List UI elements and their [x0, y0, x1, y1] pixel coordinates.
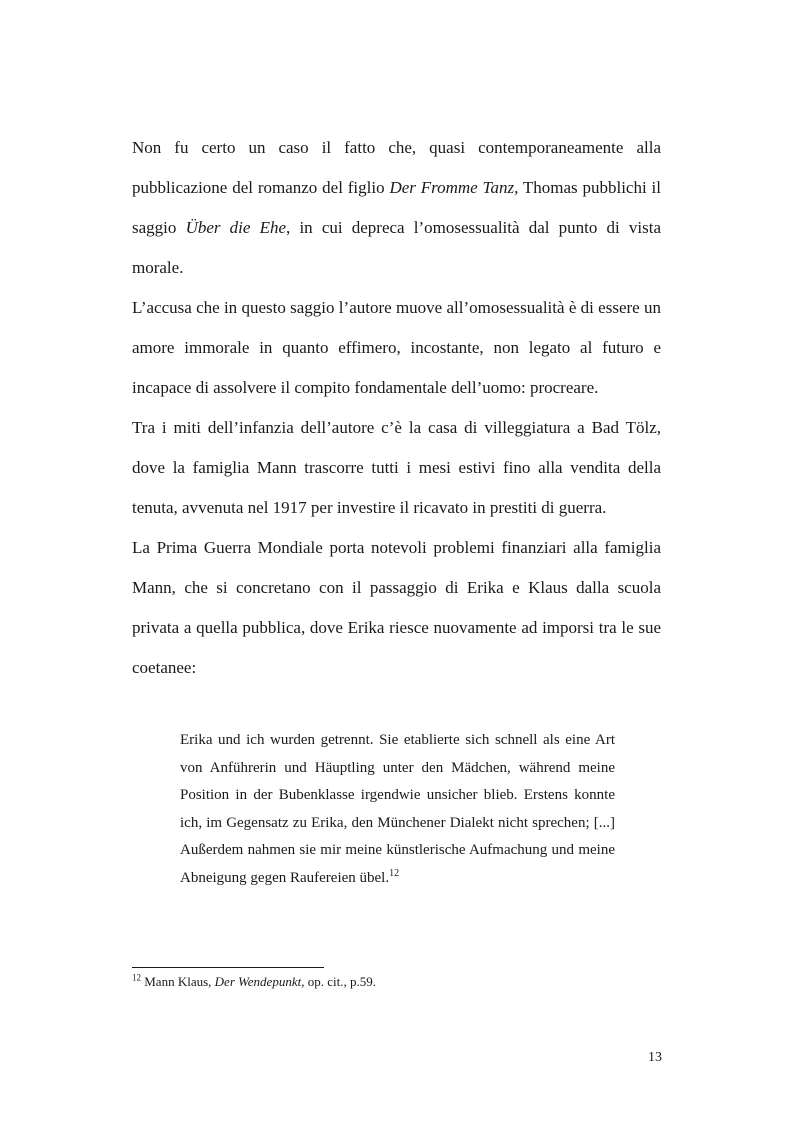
block-quote-text: Erika und ich wurden getrennt. Sie etablierte sich schnell als eine Art von Anführerin und Häuptling unter den Mädchen, während meine Position in der Bubenklasse irgendwie unsicher blieb. Erstens konnte ich, im Gegensatz zu Erika, den Münchener Dialekt nicht sprechen; [...] Außerdem nahmen sie mir meine künstlerische Aufmachung und meine Abneigung gegen Raufereien übel. — [180, 732, 615, 886]
footnote-author: Mann Klaus, — [141, 974, 215, 989]
body-text — [132, 128, 661, 688]
paragraph-3: Tra i miti dell’infanzia dell’autore c’è la casa di villeggiatura a Bad Tölz, dove la famiglia Mann trascorre tutti i mesi estivi fino alla vendita della tenuta, avvenuta nel 1917 per investire il ricavato in prestiti di guerra. — [132, 418, 661, 517]
footnote-number: 12 — [132, 972, 141, 983]
block-quote — [180, 727, 615, 893]
paragraph-1 — [132, 128, 661, 288]
paragraph-1-text-b: , Thomas pubblichi il saggio — [132, 178, 662, 237]
page-number: 13 — [648, 1050, 662, 1065]
footnote — [132, 973, 661, 991]
paragraph-1-text-a: Non fu certo un caso il fatto che, quasi contemporaneamente alla pubblicazione del romanzo del figlio — [132, 138, 661, 197]
essay-title: Über die Ehe — [185, 218, 287, 237]
footnote-citation: op. cit., p.59. — [304, 974, 376, 989]
footnote-reference[interactable]: 12 — [389, 867, 400, 879]
footnote-title: Der Wendepunkt, — [214, 974, 305, 989]
footnote-separator — [132, 967, 324, 968]
paragraph-2: L’accusa che in questo saggio l’autore muove all’omosessualità è di essere un amore immorale in quanto effimero, incostante, non legato al futuro e incapace di assolvere il compito fondamentale dell’uomo: procreare. — [132, 298, 661, 397]
block-quote-paragraph — [180, 727, 615, 893]
novel-title: Der Fromme Tanz — [389, 178, 515, 197]
paragraph-4: La Prima Guerra Mondiale porta notevoli problemi finanziari alla famiglia Mann, che si concretano con il passaggio di Erika e Klaus dalla scuola privata a quella pubblica, dove Erika riesce nuovamente ad imporsi tra le sue coetanee: — [132, 538, 661, 677]
paragraph-1-text-c: , in cui depreca l’omosessualità dal punto di vista morale. — [132, 218, 662, 277]
